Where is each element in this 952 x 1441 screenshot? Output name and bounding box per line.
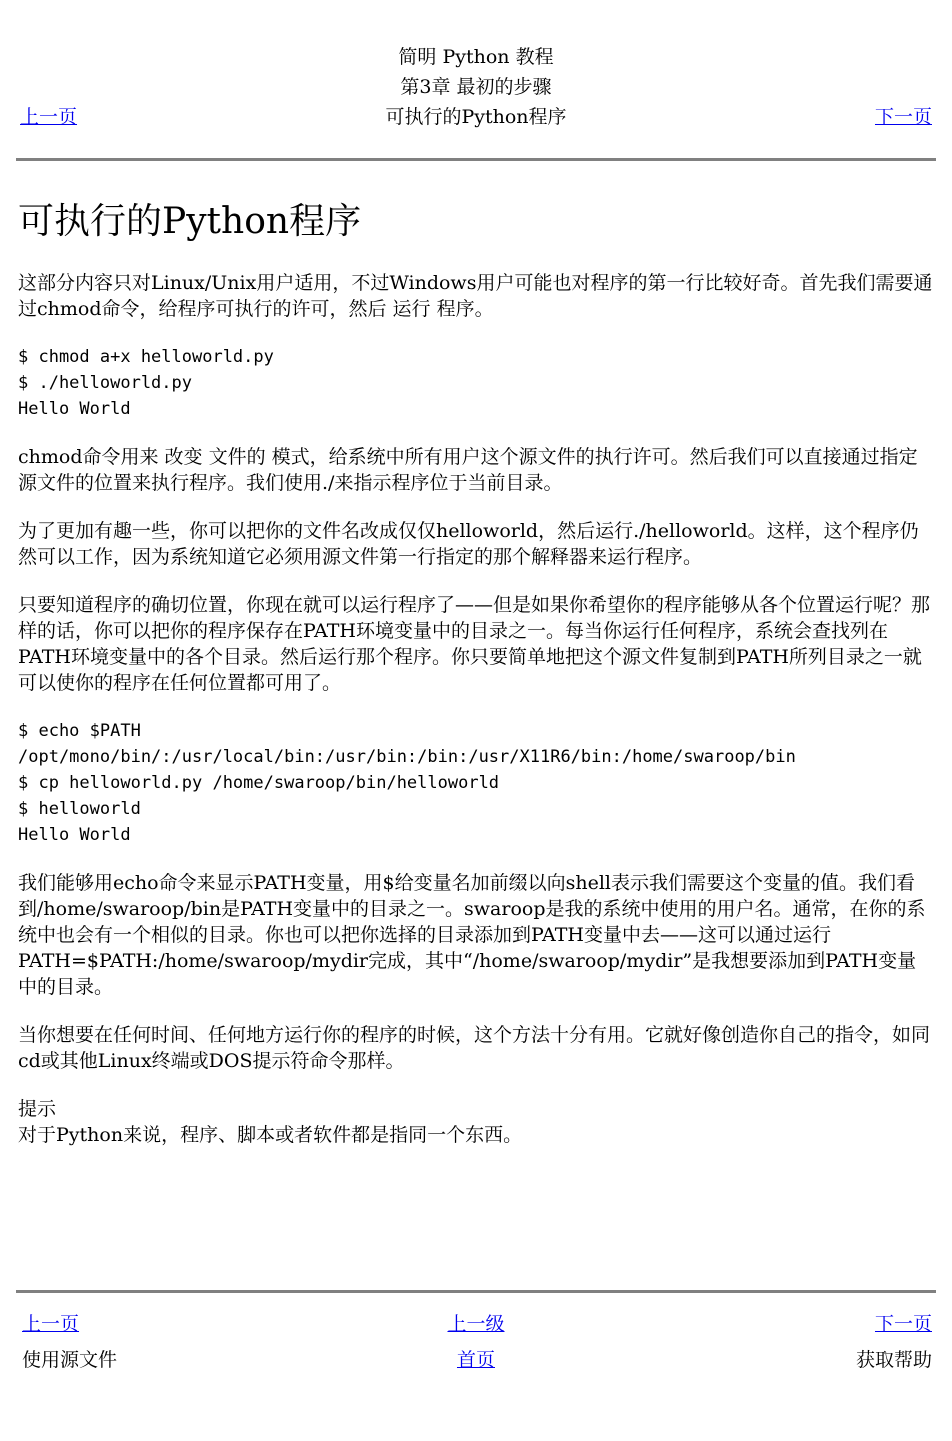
book-title: 简明 Python 教程	[398, 46, 554, 68]
footer-row-links	[18, 1306, 934, 1342]
footer-home-link[interactable]: 首页	[456, 1349, 495, 1371]
tip-text: 对于Python来说，程序、脚本或者软件都是指同一个东西。	[18, 1124, 523, 1146]
paragraph-usage: 当你想要在任何时间、任何地方运行你的程序的时候，这个方法十分有用。它就好像创造你自己的指令，如同cd或其他Linux终端或DOS提示符命令那样。	[18, 1024, 931, 1072]
footer-prev-link[interactable]: 上一页	[22, 1313, 80, 1335]
page-footer	[18, 1306, 934, 1378]
paragraph-chmod: chmod命令用来 改变 文件的 模式，给系统中所有用户这个源文件的执行许可。然后我们可以直接通过指定源文件的位置来执行程序。我们使用./来指示程序位于当前目录。	[18, 446, 918, 494]
footer-home-wrap	[18, 1342, 934, 1378]
code-block-chmod: $ chmod a+x helloworld.py $ ./helloworld.py Hello World	[18, 347, 274, 419]
paragraph-intro: 这部分内容只对Linux/Unix用户适用，不过Windows用户可能也对程序的第一行比较好奇。首先我们需要通过chmod命令，给程序可执行的许可，然后 运行 程序。	[18, 272, 933, 320]
footer-next-link[interactable]: 下一页	[874, 1313, 932, 1335]
chapter-title: 第3章 最初的步骤	[400, 76, 552, 98]
footer-up-link[interactable]: 上一级	[447, 1313, 505, 1335]
footer-row-titles	[18, 1342, 934, 1378]
code-block-path: $ echo $PATH /opt/mono/bin/:/usr/local/bin:/usr/bin:/bin:/usr/X11R6/bin:/home/swaroop/bin $ cp helloworld.py /home/swaroop/bin/helloworld $ helloworld Hello World	[18, 721, 796, 845]
page-header	[18, 42, 934, 132]
header-row-book	[18, 42, 934, 72]
header-divider	[16, 158, 936, 161]
main-content	[18, 200, 934, 1148]
header-next-link[interactable]: 下一页	[874, 106, 932, 128]
header-row-nav	[18, 102, 934, 132]
header-prev-link[interactable]: 上一页	[20, 106, 78, 128]
header-row-chapter	[18, 72, 934, 102]
tip-label: 提示	[18, 1098, 57, 1120]
footer-up-wrap	[18, 1306, 934, 1342]
footer-divider	[16, 1290, 936, 1293]
page-title: 可执行的Python程序	[18, 201, 362, 242]
footer-prev-title: 使用源文件	[22, 1349, 118, 1371]
tip-box	[18, 1096, 934, 1148]
paragraph-path: 只要知道程序的确切位置，你现在就可以运行程序了——但是如果你希望你的程序能够从各个位置运行呢？那样的话，你可以把你的程序保存在PATH环境变量中的目录之一。每当你运行任何程序，系统会查找列在PATH环境变量中的各个目录。然后运行那个程序。你只要简单地把这个源文件复制到PATH所列目录之一就可以使你的程序在任何位置都可用了。	[18, 594, 931, 694]
footer-next-title: 获取帮助	[855, 1349, 932, 1371]
paragraph-echo: 我们能够用echo命令来显示PATH变量，用$给变量名加前缀以向shell表示我们需要这个变量的值。我们看到/home/swaroop/bin是PATH变量中的目录之一。swaroop是我的系统中使用的用户名。通常，在你的系统中也会有一个相似的目录。你也可以把你选择的目录添加到PATH变量中去——这可以通过运行PATH=$PATH:/home/swaroop/mydir完成，其中“/home/swaroop/mydir”是我想要添加到PATH变量中的目录。	[18, 872, 926, 998]
paragraph-rename: 为了更加有趣一些，你可以把你的文件名改成仅仅helloworld，然后运行./helloworld。这样，这个程序仍然可以工作，因为系统知道它必须用源文件第一行指定的那个解释器来运行程序。	[18, 520, 919, 568]
section-title: 可执行的Python程序	[385, 106, 567, 128]
